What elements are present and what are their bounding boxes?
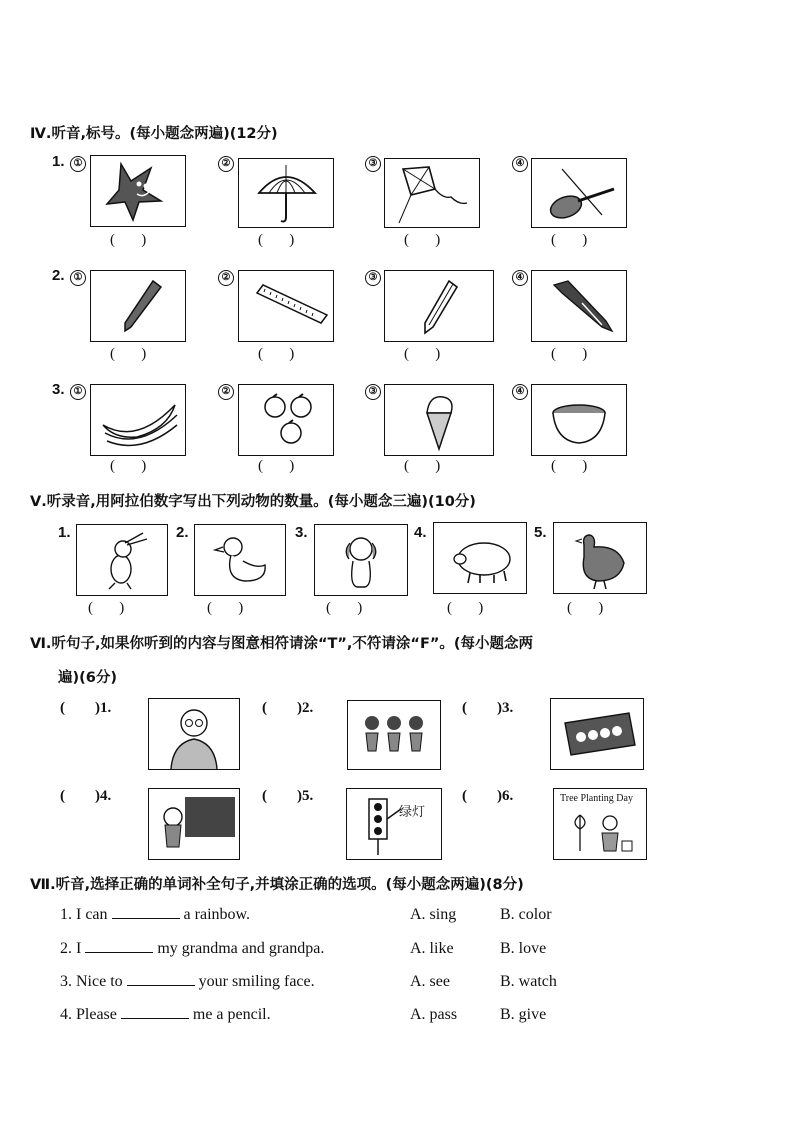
option-mark: ③ [365, 270, 381, 286]
duck-icon [195, 525, 285, 595]
star-picture [90, 155, 186, 227]
option-a[interactable]: A. sing [410, 906, 457, 923]
banana-icon [91, 385, 185, 455]
question-number: 4. [414, 524, 427, 541]
pen-picture [531, 270, 627, 342]
answer-blank[interactable]: ( ) [258, 232, 295, 248]
option-mark: ① [70, 384, 86, 400]
answer-blank[interactable]: ( ) [110, 346, 147, 362]
option-a[interactable]: A. like [410, 940, 454, 957]
crayon-icon [91, 271, 185, 341]
option-mark: ① [70, 270, 86, 286]
star-icon [91, 156, 185, 226]
sentence-4 [60, 1006, 271, 1024]
sentence-1 [60, 906, 250, 924]
rabbit-picture [76, 524, 168, 596]
answer-blank[interactable]: ( ) [258, 458, 295, 474]
noodles-icon [532, 385, 626, 455]
sentence-3 [60, 973, 315, 991]
answer-blank[interactable]: ( ) [110, 232, 147, 248]
violin-icon [532, 159, 626, 227]
teacher-picture [148, 788, 240, 860]
item-number: 3. [60, 973, 72, 990]
teacher-icon [149, 789, 239, 859]
pig-icon [434, 523, 526, 593]
oranges-picture [238, 384, 334, 456]
ice-cream-picture [384, 384, 494, 456]
question-number: 2. [176, 524, 189, 541]
fill-blank[interactable] [121, 1018, 189, 1019]
green-light-label: 绿灯 [399, 805, 426, 820]
sentence-2 [60, 940, 324, 958]
section-4-title: Ⅳ.听音,标号。(每小题念两遍)(12分) [30, 126, 278, 142]
chicken-icon [554, 523, 646, 593]
sentence-start: Please [76, 1006, 117, 1023]
crayon-picture [90, 270, 186, 342]
option-mark: ③ [365, 156, 381, 172]
answer-blank[interactable]: ( ) [447, 600, 484, 616]
rabbit-icon [77, 525, 167, 595]
dog-icon [315, 525, 407, 595]
option-mark: ③ [365, 384, 381, 400]
option-b[interactable]: B. give [500, 1006, 547, 1023]
option-mark: ② [218, 384, 234, 400]
sentence-start: Nice to [76, 973, 123, 990]
question-number: 3. [52, 381, 65, 398]
oranges-icon [239, 385, 333, 455]
sentence-end: me a pencil. [192, 1006, 271, 1023]
banana-picture [90, 384, 186, 456]
duck-picture [194, 524, 286, 596]
answer-blank[interactable]: ( ) [551, 232, 588, 248]
answer-blank[interactable]: ( ) [110, 458, 147, 474]
umbrella-picture [238, 158, 334, 228]
question-number: 3. [295, 524, 308, 541]
pencil-icon [385, 271, 493, 341]
traffic-light-icon [347, 789, 441, 859]
kite-picture [384, 158, 480, 228]
noodles-picture [531, 384, 627, 456]
children-icon [348, 701, 440, 769]
eggs-icon [551, 699, 643, 769]
traffic-light-picture [346, 788, 442, 860]
answer-blank[interactable]: ( ) [404, 232, 441, 248]
section-7-title: Ⅶ.听音,选择正确的单词补全句子,并填涂正确的选项。(每小题念两遍)(8分) [30, 877, 524, 893]
answer-blank[interactable]: ( ) [88, 600, 125, 616]
violin-picture [531, 158, 627, 228]
item-number: 1. [60, 906, 72, 923]
ruler-icon [239, 271, 333, 341]
option-mark: ④ [512, 384, 528, 400]
answer-blank[interactable]: ( ) [258, 346, 295, 362]
kids-picture [347, 700, 441, 770]
sentence-end: your smiling face. [198, 973, 315, 990]
answer-blank[interactable]: ( ) [404, 346, 441, 362]
sentence-end: a rainbow. [183, 906, 251, 923]
eggs-picture [550, 698, 644, 770]
answer-blank[interactable]: ( ) [207, 600, 244, 616]
umbrella-icon [239, 159, 333, 227]
tf-answer-2[interactable]: ( )2. [262, 700, 314, 716]
option-a[interactable]: A. see [410, 973, 450, 990]
answer-blank[interactable]: ( ) [551, 346, 588, 362]
item-number: 2. [60, 940, 72, 957]
tf-answer-3[interactable]: ( )3. [462, 700, 514, 716]
section-6-title: Ⅵ.听句子,如果你听到的内容与图意相符请涂“T”,不符请涂“F”。(每小题念两 [30, 636, 534, 652]
pig-picture [433, 522, 527, 594]
answer-blank[interactable]: ( ) [326, 600, 363, 616]
question-number: 2. [52, 267, 65, 284]
tf-answer-4[interactable]: ( )4. [60, 788, 112, 804]
option-mark: ① [70, 156, 86, 172]
answer-blank[interactable]: ( ) [404, 458, 441, 474]
option-mark: ② [218, 270, 234, 286]
pen-icon [532, 271, 626, 341]
question-number: 1. [58, 524, 71, 541]
dog-picture [314, 524, 408, 596]
kite-icon [385, 159, 479, 227]
fill-blank[interactable] [127, 985, 195, 986]
question-number: 5. [534, 524, 547, 541]
fill-blank[interactable] [112, 918, 180, 919]
section-5-title: Ⅴ.听录音,用阿拉伯数字写出下列动物的数量。(每小题念三遍)(10分) [30, 494, 476, 510]
tf-answer-6[interactable]: ( )6. [462, 788, 514, 804]
fill-blank[interactable] [85, 952, 153, 953]
tree-planting-picture [553, 788, 647, 860]
section-6-title-cont: 遍)(6分) [58, 670, 117, 686]
answer-blank[interactable]: ( ) [567, 600, 604, 616]
sentence-end: my grandma and grandpa. [157, 940, 325, 957]
sentence-start: I [76, 940, 82, 957]
grandpa-icon [149, 699, 239, 769]
pencil-picture [384, 270, 494, 342]
tf-answer-5[interactable]: ( )5. [262, 788, 314, 804]
option-b[interactable]: B. color [500, 906, 552, 923]
option-a[interactable]: A. pass [410, 1006, 458, 1023]
option-mark: ④ [512, 156, 528, 172]
tree-planting-day-label: Tree Planting Day [560, 793, 633, 804]
ruler-picture [238, 270, 334, 342]
sentence-start: I can [76, 906, 108, 923]
option-mark: ② [218, 156, 234, 172]
option-b[interactable]: B. love [500, 940, 547, 957]
grandpa-picture [148, 698, 240, 770]
item-number: 4. [60, 1006, 72, 1023]
ice-cream-icon [385, 385, 493, 455]
option-b[interactable]: B. watch [500, 973, 557, 990]
chicken-picture [553, 522, 647, 594]
question-number: 1. [52, 153, 65, 170]
tf-answer-1[interactable]: ( )1. [60, 700, 112, 716]
option-mark: ④ [512, 270, 528, 286]
answer-blank[interactable]: ( ) [551, 458, 588, 474]
